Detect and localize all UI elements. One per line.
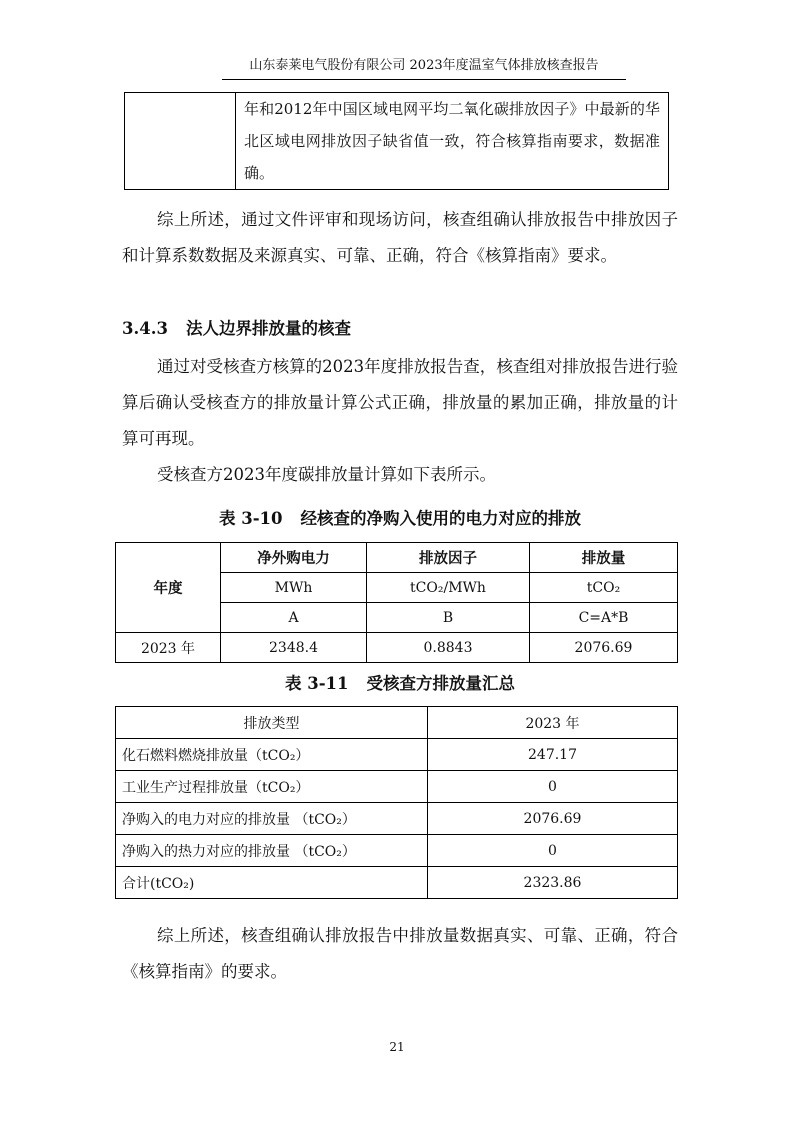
table-3-11 (115, 706, 678, 899)
col-emission-unit: tCO₂ (530, 573, 678, 603)
table-row (116, 771, 678, 803)
col-electricity-code: A (221, 603, 367, 633)
col-emission-header: 排放量 (530, 543, 678, 573)
row-label: 净购入的电力对应的排放量 （tCO₂） (116, 803, 428, 835)
row-value: 0 (428, 835, 678, 867)
row-factor-value: 0.8843 (367, 633, 530, 663)
year-header: 年度 (116, 543, 221, 633)
row-label: 净购入的热力对应的排放量 （tCO₂） (116, 835, 428, 867)
year-header: 2023 年 (428, 707, 678, 739)
table-3-10-caption-text: 经核查的净购入使用的电力对应的排放 (300, 509, 582, 528)
section-number: 3.4.3 (122, 319, 168, 338)
table-row (116, 739, 678, 771)
table-3-10 (115, 542, 678, 663)
type-header: 排放类型 (116, 707, 428, 739)
paragraph-verification: 通过对受核查方核算的2023年度排放报告查，核查组对排放报告进行验算后确认受核查方的排放量计算公式正确，排放量的累加正确，排放量的计算可再现。 (122, 357, 678, 448)
section-heading (122, 314, 351, 344)
table-3-11-caption-number: 表 3-11 (284, 674, 349, 693)
row-year: 2023 年 (116, 633, 221, 663)
col-factor-code: B (367, 603, 530, 633)
row-value: 2323.86 (428, 867, 678, 899)
table-3-11-caption-text: 受核查方排放量汇总 (366, 674, 516, 693)
continued-text: 年和2012年中国区域电网平均二氧化碳排放因子》中最新的华北区域电网排放因子缺省值一致，符合核算指南要求，数据准确。 (244, 100, 660, 182)
table-row (116, 867, 678, 899)
table-row (116, 543, 678, 573)
paragraph-conclusion: 综上所述，核查组确认排放报告中排放量数据真实、可靠、正确，符合《核算指南》的要求。 (122, 926, 678, 981)
col-electricity-unit: MWh (221, 573, 367, 603)
table-row (116, 633, 678, 663)
continued-left-cell (125, 93, 236, 190)
table-3-10-caption (122, 504, 678, 534)
row-label: 合计(tCO₂) (116, 867, 428, 899)
row-emission-value: 2076.69 (530, 633, 678, 663)
row-label: 工业生产过程排放量（tCO₂） (116, 771, 428, 803)
col-electricity-header: 净外购电力 (221, 543, 367, 573)
table-row (125, 93, 669, 190)
col-factor-header: 排放因子 (367, 543, 530, 573)
row-electricity-value: 2348.4 (221, 633, 367, 663)
section-title: 法人边界排放量的核查 (185, 319, 351, 338)
table-3-10-caption-number: 表 3-10 (218, 509, 283, 528)
col-emission-code: C=A*B (530, 603, 678, 633)
continued-table (124, 92, 669, 190)
row-value: 0 (428, 771, 678, 803)
page-number: 21 (389, 1040, 405, 1054)
table-row (116, 835, 678, 867)
table-row (116, 803, 678, 835)
paragraph-table-intro: 受核查方2023年度碳排放量计算如下表所示。 (157, 465, 496, 484)
page-header: 山东泰莱电气股份有限公司 2023年度温室气体排放核查报告 (249, 58, 599, 73)
col-factor-unit: tCO₂/MWh (367, 573, 530, 603)
continued-right-cell (236, 93, 669, 190)
row-value: 2076.69 (428, 803, 678, 835)
paragraph-summary-factors: 综上所述，通过文件评审和现场访问，核查组确认排放报告中排放因子和计算系数数据及来源真实、可靠、正确，符合《核算指南》要求。 (122, 210, 678, 265)
header-rule (222, 79, 626, 80)
row-value: 247.17 (428, 739, 678, 771)
table-row (116, 707, 678, 739)
row-label: 化石燃料燃烧排放量（tCO₂） (116, 739, 428, 771)
table-3-11-caption (122, 669, 678, 699)
